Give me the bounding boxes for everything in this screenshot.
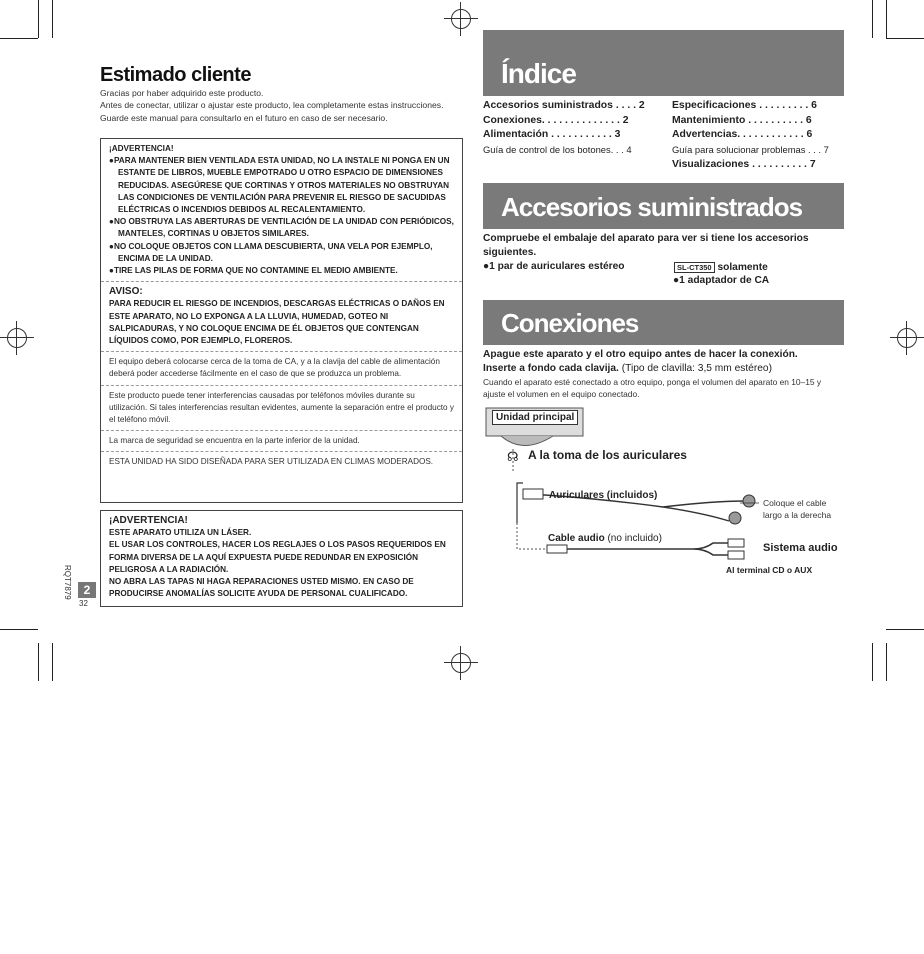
intro-line-1: Gracias por haber adquirido este producto. [100,88,264,98]
laser-warning-box [100,510,463,607]
accesorios-title: Accesorios suministrados [501,192,803,222]
intro-text [100,87,465,124]
jack-label: A la toma de los auriculares [528,448,687,462]
toc-item[interactable]: Advertencias. . . . . . . . . . . . 6 [672,129,813,141]
toc-item[interactable]: Mantenimiento . . . . . . . . . . 6 [672,114,812,126]
audio-cable-left [517,523,547,549]
aviso-text: PARA REDUCIR EL RIESGO DE INCENDIOS, DESCARGAS ELÉCTRICAS O DAÑOS EN ESTE APARATO, NO LO EXPONGA A LA LLUVIA, HUMEDAD, GOTEO NI SALPICADURAS, Y NO COLOQUE ENCIMA DE ÉL OBJETOS QUE CONTENGAN LÍQUIDOS COMO, POR EJEMPLO, FLOREROS. [109,299,445,346]
crop-mark [38,0,39,38]
crop-mark [886,0,887,38]
indice-title: Índice [501,58,576,89]
laser-warning-section [101,511,462,604]
indice-header [483,30,844,96]
system-label: Sistema audio [763,542,838,554]
headphones-label: Auriculares (incluidos) [549,490,658,501]
registration-mark [890,321,924,355]
registration-mark [444,2,478,36]
audio-cable-label [548,533,662,544]
crop-mark [886,643,887,681]
note-section: ESTA UNIDAD HA SIDO DISEÑADA PARA SER UTILIZADA EN CLIMAS MODERADOS. [109,457,434,467]
conexiones-line-2-plain: (Tipo de clavilla: 3,5 mm estéreo) [621,363,772,374]
conexiones-line-2 [483,362,772,376]
model-suffix: solamente [717,262,768,273]
rca-plug-bottom [728,551,744,559]
model-tag: SL-CT350 [674,262,715,273]
crop-mark [0,38,38,39]
conexiones-line-3: Cuando el aparato esté conectado a otro equipo, ponga el volumen del aparato en 10–15 y ajuste el volumen en el equipo conectado. [483,377,822,400]
headphone-cable [517,483,523,523]
crop-mark [52,0,53,38]
toc-item[interactable]: Conexiones. . . . . . . . . . . . . . 2 [483,114,629,126]
toc-item[interactable]: Guía para solucionar problemas . . . 7 [672,144,829,156]
toc-item[interactable]: Guía de control de los botones. . . 4 [483,144,632,156]
toc-item[interactable]: Visualizaciones . . . . . . . . . . 7 [672,158,816,170]
crop-mark [52,643,53,681]
document-code: RQT7879 [63,565,72,600]
registration-mark [0,321,34,355]
note-section: El equipo deberá colocarse cerca de la toma de CA, y a la clavija del cable de alimentación deberá poder accederse fácilmente en el caso de que se produzca un problema. [101,352,462,385]
crop-mark [872,0,873,38]
accessory-item: ●1 adaptador de CA [673,275,770,286]
earbud-left [743,495,755,507]
laser-warning-heading: ¡ADVERTENCIA! [109,515,188,526]
note-section: Este producto puede tener interferencias causadas por teléfonos móviles durante su utilización. Si tales interferencias resultan evidentes, aumente la separación entre el producto y el teléfono móvil. [101,386,462,432]
toc-item[interactable]: Alimentación . . . . . . . . . . . 3 [483,129,621,141]
aviso-heading: AVISO: [109,286,143,298]
laser-warning-text: ESTE APARATO UTILIZA UN LÁSER. EL USAR LOS CONTROLES, HACER LOS REGLAJES O LOS PASOS REQUERIDOS EN FORMA DIVERSA DE LA AQUÍ EXPUESTA PUEDE REDUNDAR EN EXPOSICIÓN PELIGROSA A LA RADIACIÓN. NO ABRA LAS TAPAS NI HAGA REPARACIONES USTED MISMO. EN CASO DE PRODUCIRSE ANOMALÍAS SOLICITE AYUDA DE PERSONAL CUALIFICADO. [109,528,446,599]
audio-cable-plug [547,545,567,553]
page-tab: 2 [78,582,96,598]
safety-box [100,138,463,503]
accesorios-intro: Compruebe el embalaje del aparato para ver si tiene los accesorios siguientes. [483,233,809,258]
page-title: Estimado cliente [100,64,251,86]
crop-mark [886,629,924,630]
intro-line-2: Antes de conectar, utilizar o ajustar este producto, lea completamente estas instrucciones. Guarde este manual para consultarlo en el futuro en caso de ser necesario. [100,100,444,123]
page-number: 32 [79,599,88,608]
note-section: La marca de seguridad se encuentra en la parte inferior de la unidad. [101,431,462,452]
registration-mark [444,646,478,680]
warning-item: ●TIRE LAS PILAS DE FORMA QUE NO CONTAMINE EL MEDIO AMBIENTE. [109,266,398,276]
main-unit-cutout [501,436,553,446]
conexiones-line-2-bold: Inserte a fondo cada clavija. [483,363,619,374]
crop-mark [886,38,924,39]
audio-cable [567,543,728,555]
conexiones-title: Conexiones [501,308,639,338]
crop-mark [38,643,39,681]
warning-section [101,139,462,282]
conexiones-line-1: Apague este aparato y el otro equipo antes de hacer la conexión. [483,349,798,360]
toc-column-1 [483,99,655,158]
warning-item: ●PARA MANTENER BIEN VENTILADA ESTA UNIDAD, NO LA INSTALE NI PONGA EN UN ESTANTE DE LIBROS, MUEBLE EMPOTRADO U OTRO ESPACIO DE DIMENSIONES REDUCIDAS. ASEGÚRESE QUE CORTINAS Y OTROS MATERIALES NO OBSTRUYAN LAS CONDICIONES DE VENTILACIÓN PARA PREVENIR EL RIESGO DE SACUDIDAS ELÉCTRICAS O INCENDIOS DEBIDOS AL RECALENTAMIENTO. [109,156,450,215]
toc-item[interactable]: Especificaciones . . . . . . . . . 6 [672,100,817,111]
terminal-label: Al terminal CD o AUX [726,565,813,575]
main-unit-label: Unidad principal [492,410,578,425]
earbud-right [729,512,741,524]
audio-cable-label-bold: Cable audio [548,533,605,544]
headphone-plug [523,489,543,499]
crop-mark [0,629,38,630]
warning-item: ●NO COLOQUE OBJETOS CON LLAMA DESCUBIERTA, UNA VELA POR EJEMPLO, ENCIMA DE LA UNIDAD. [109,241,433,263]
accesorios-header [483,183,844,229]
accessory-item: ●1 par de auriculares estéreo [483,261,625,272]
warning-item: ●NO OBSTRUYA LAS ABERTURAS DE VENTILACIÓN DE LA UNIDAD CON PERIÓDICOS, MANTELES, CORTINAS U OBJETOS SIMILARES. [109,217,454,239]
headphone-jack-icon: ☊ [507,450,519,465]
aviso-section [101,282,462,352]
toc-column-2 [672,99,844,173]
audio-cable-label-plain: (no incluido) [607,533,662,544]
cable-note: Coloque el cable largo a la derecha [763,498,832,520]
crop-mark [872,643,873,681]
conexiones-header [483,300,844,345]
rca-plug-top [728,539,744,547]
accessory-model-line [674,261,768,275]
warning-heading: ¡ADVERTENCIA! [109,144,174,153]
toc-item[interactable]: Accesorios suministrados . . . . 2 [483,100,645,111]
